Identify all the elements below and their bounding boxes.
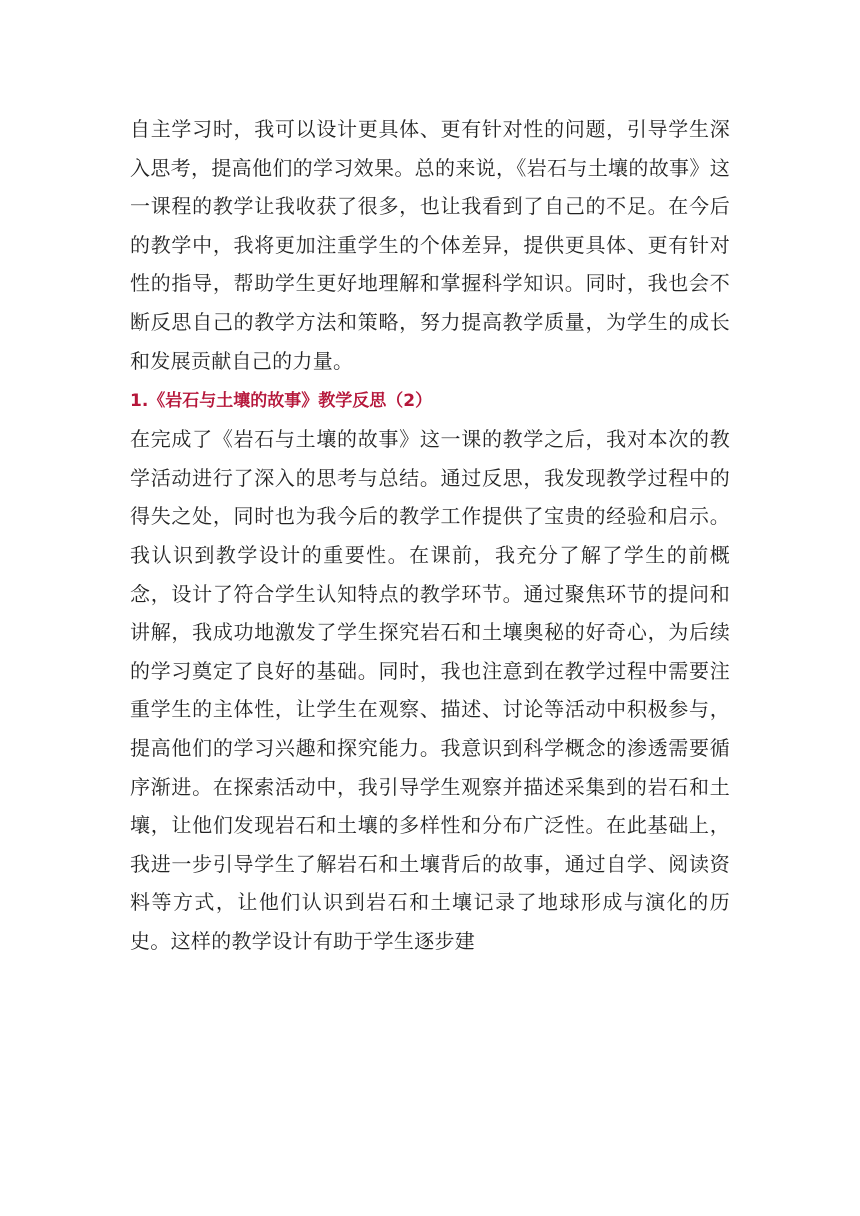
document-page	[130, 110, 730, 960]
body-paragraph-2: 在完成了《岩石与土壤的故事》这一课的教学之后，我对本次的教学活动进行了深入的思考与总结。通过反思，我发现教学过程中的得失之处，同时也为我今后的教学工作提供了宝贵的经验和启示。我认识到教学设计的重要性。在课前，我充分了解了学生的前概念，设计了符合学生认知特点的教学环节。通过聚焦环节的提问和讲解，我成功地激发了学生探究岩石和土壤奥秘的好奇心，为后续的学习奠定了良好的基础。同时，我也注意到在教学过程中需要注重学生的主体性，让学生在观察、描述、讨论等活动中积极参与，提高他们的学习兴趣和探究能力。我意识到科学概念的渗透需要循序渐进。在探索活动中，我引导学生观察并描述采集到的岩石和土壤，让他们发现岩石和土壤的多样性和分布广泛性。在此基础上，我进一步引导学生了解岩石和土壤背后的故事，通过自学、阅读资料等方式，让他们认识到岩石和土壤记录了地球形成与演化的历史。这样的教学设计有助于学生逐步建	[130, 427, 730, 953]
section-heading: 1.《岩石与土壤的故事》教学反思（2）	[130, 391, 433, 412]
body-paragraph-1: 自主学习时，我可以设计更具体、更有针对性的问题，引导学生深入思考，提高他们的学习效果。总的来说，《岩石与土壤的故事》这一课程的教学让我收获了很多，也让我看到了自己的不足。在今后的教学中，我将更加注重学生的个体差异，提供更具体、更有针对性的指导，帮助学生更好地理解和掌握科学知识。同时，我也会不断反思自己的教学方法和策略，努力提高教学质量，为学生的成长和发展贡献自己的力量。	[130, 117, 730, 373]
